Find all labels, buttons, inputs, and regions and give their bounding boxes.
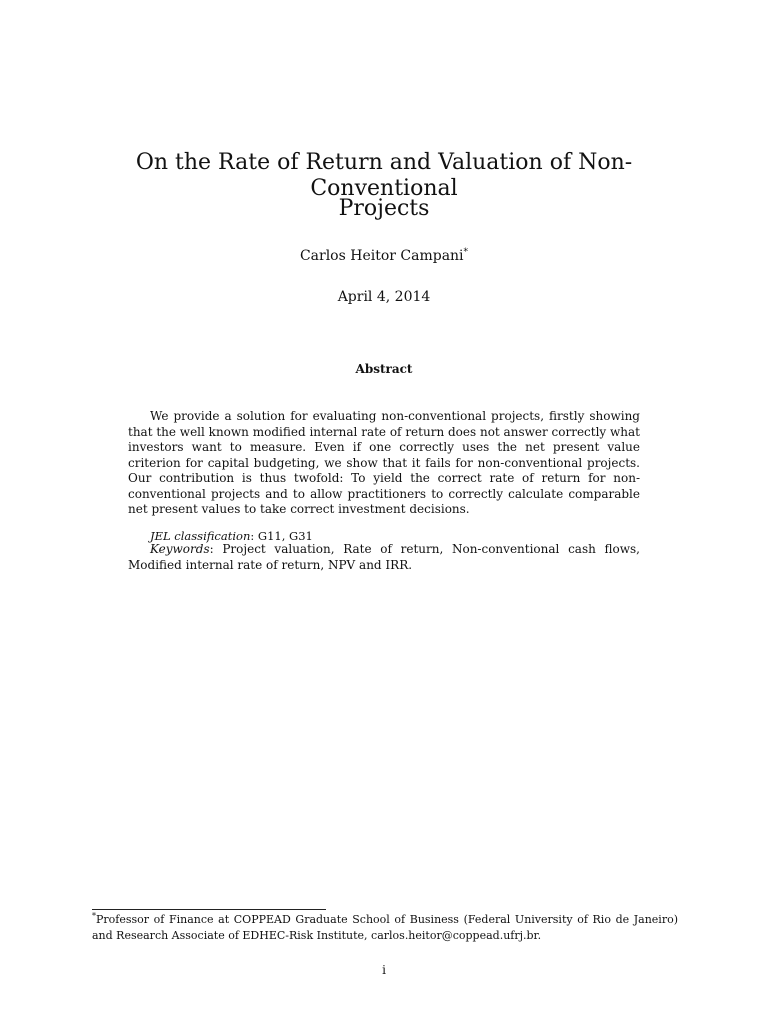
author-name-text: Carlos Heitor Campani [299, 248, 464, 264]
jel-label: JEL classification [150, 529, 251, 543]
author-footnote-mark: * [463, 247, 469, 258]
abstract-body: We provide a solution for evaluating non-conventional projects, firstly showing that the well known modified internal rate of return does not answer correctly what investors want to measure. Even if one correctly uses the net present value criterion for capital budgeting, we show that it fails for non-conventional projects. Our contribution is thus twofold: To yield the correct rate of return for non-conventional projects and to allow practitioners to correctly calculate comparable net present values to take correct investment decisions. [128, 409, 640, 516]
keywords-label: Keywords [150, 542, 210, 556]
footnote-mark: * [92, 911, 96, 921]
footnote-text: Professor of Finance at COPPEAD Graduate School of Business (Federal University of Rio de Janeiro) and Research Associate of EDHEC-Risk Institute, carlos.heitor@coppead.ufrj.br. [92, 913, 678, 942]
paper-title-line-1: On the Rate of Return and Valuation of Non-Conventional [135, 150, 633, 201]
keywords-value: : Project valuation, Rate of return, Non-conventional cash flows, Modified internal rate of return, NPV and IRR. [128, 542, 640, 572]
page-number: i [382, 963, 386, 977]
paper-title-line-2: Projects [338, 196, 430, 221]
paper-date: April 4, 2014 [337, 289, 431, 305]
abstract-heading: Abstract [355, 362, 413, 376]
keywords [128, 542, 640, 573]
footnote-rule [92, 909, 326, 910]
author-name [0, 247, 768, 265]
footnote [92, 912, 678, 943]
jel-value: : G11, G31 [250, 529, 313, 543]
